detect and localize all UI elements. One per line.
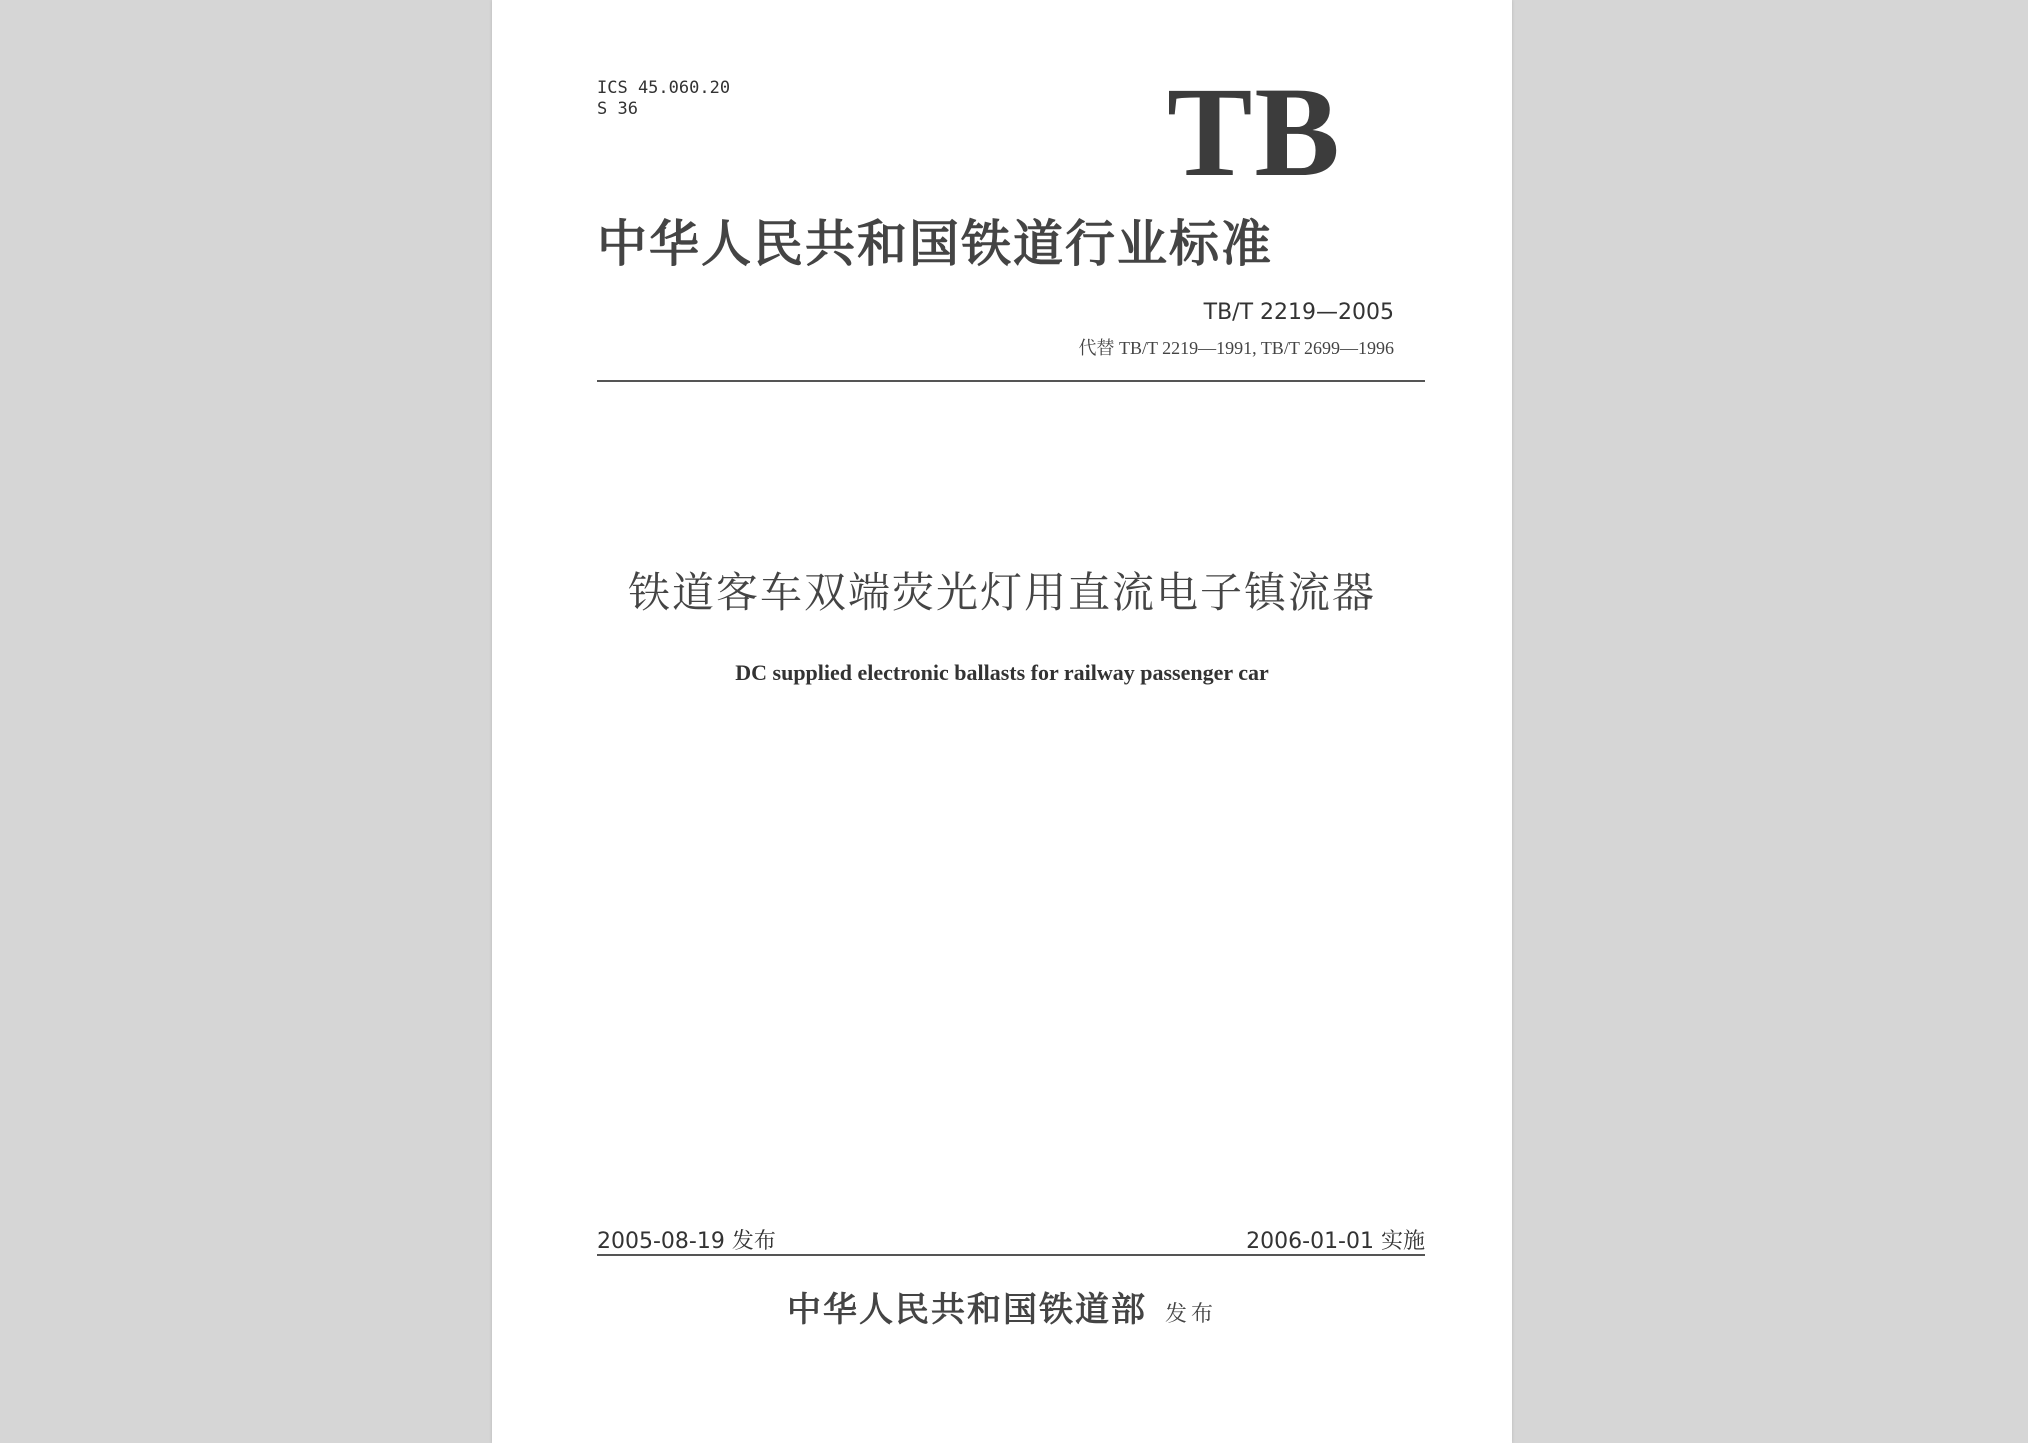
date-row [597, 1224, 1425, 1254]
header-divider [597, 380, 1425, 382]
standard-number: TB/T 2219—2005 [1203, 300, 1394, 325]
footer-divider [597, 1254, 1425, 1256]
ics-code: ICS 45.060.20 [597, 78, 731, 98]
issue-date: 2005-08-19 发布 [597, 1229, 776, 1254]
document-page [492, 0, 1512, 1443]
effective-date: 2006-01-01 实施 [1246, 1229, 1425, 1254]
replaces-note: 代替 TB/T 2219—1991, TB/T 2699—1996 [1078, 338, 1394, 358]
document-title-english: DC supplied electronic ballasts for railway passenger car [735, 660, 1269, 685]
publisher-suffix: 发布 [1164, 1302, 1217, 1327]
tb-logo: TB [1167, 61, 1342, 203]
publisher-name: 中华人民共和国铁道部 [786, 1290, 1147, 1330]
classification-codes [597, 78, 730, 120]
document-title-chinese: 铁道客车双端荧光灯用直流电子镇流器 [627, 568, 1376, 617]
standard-title: 中华人民共和国铁道行业标准 [597, 214, 1273, 273]
publisher [492, 1282, 1512, 1331]
class-code: S 36 [597, 99, 638, 119]
